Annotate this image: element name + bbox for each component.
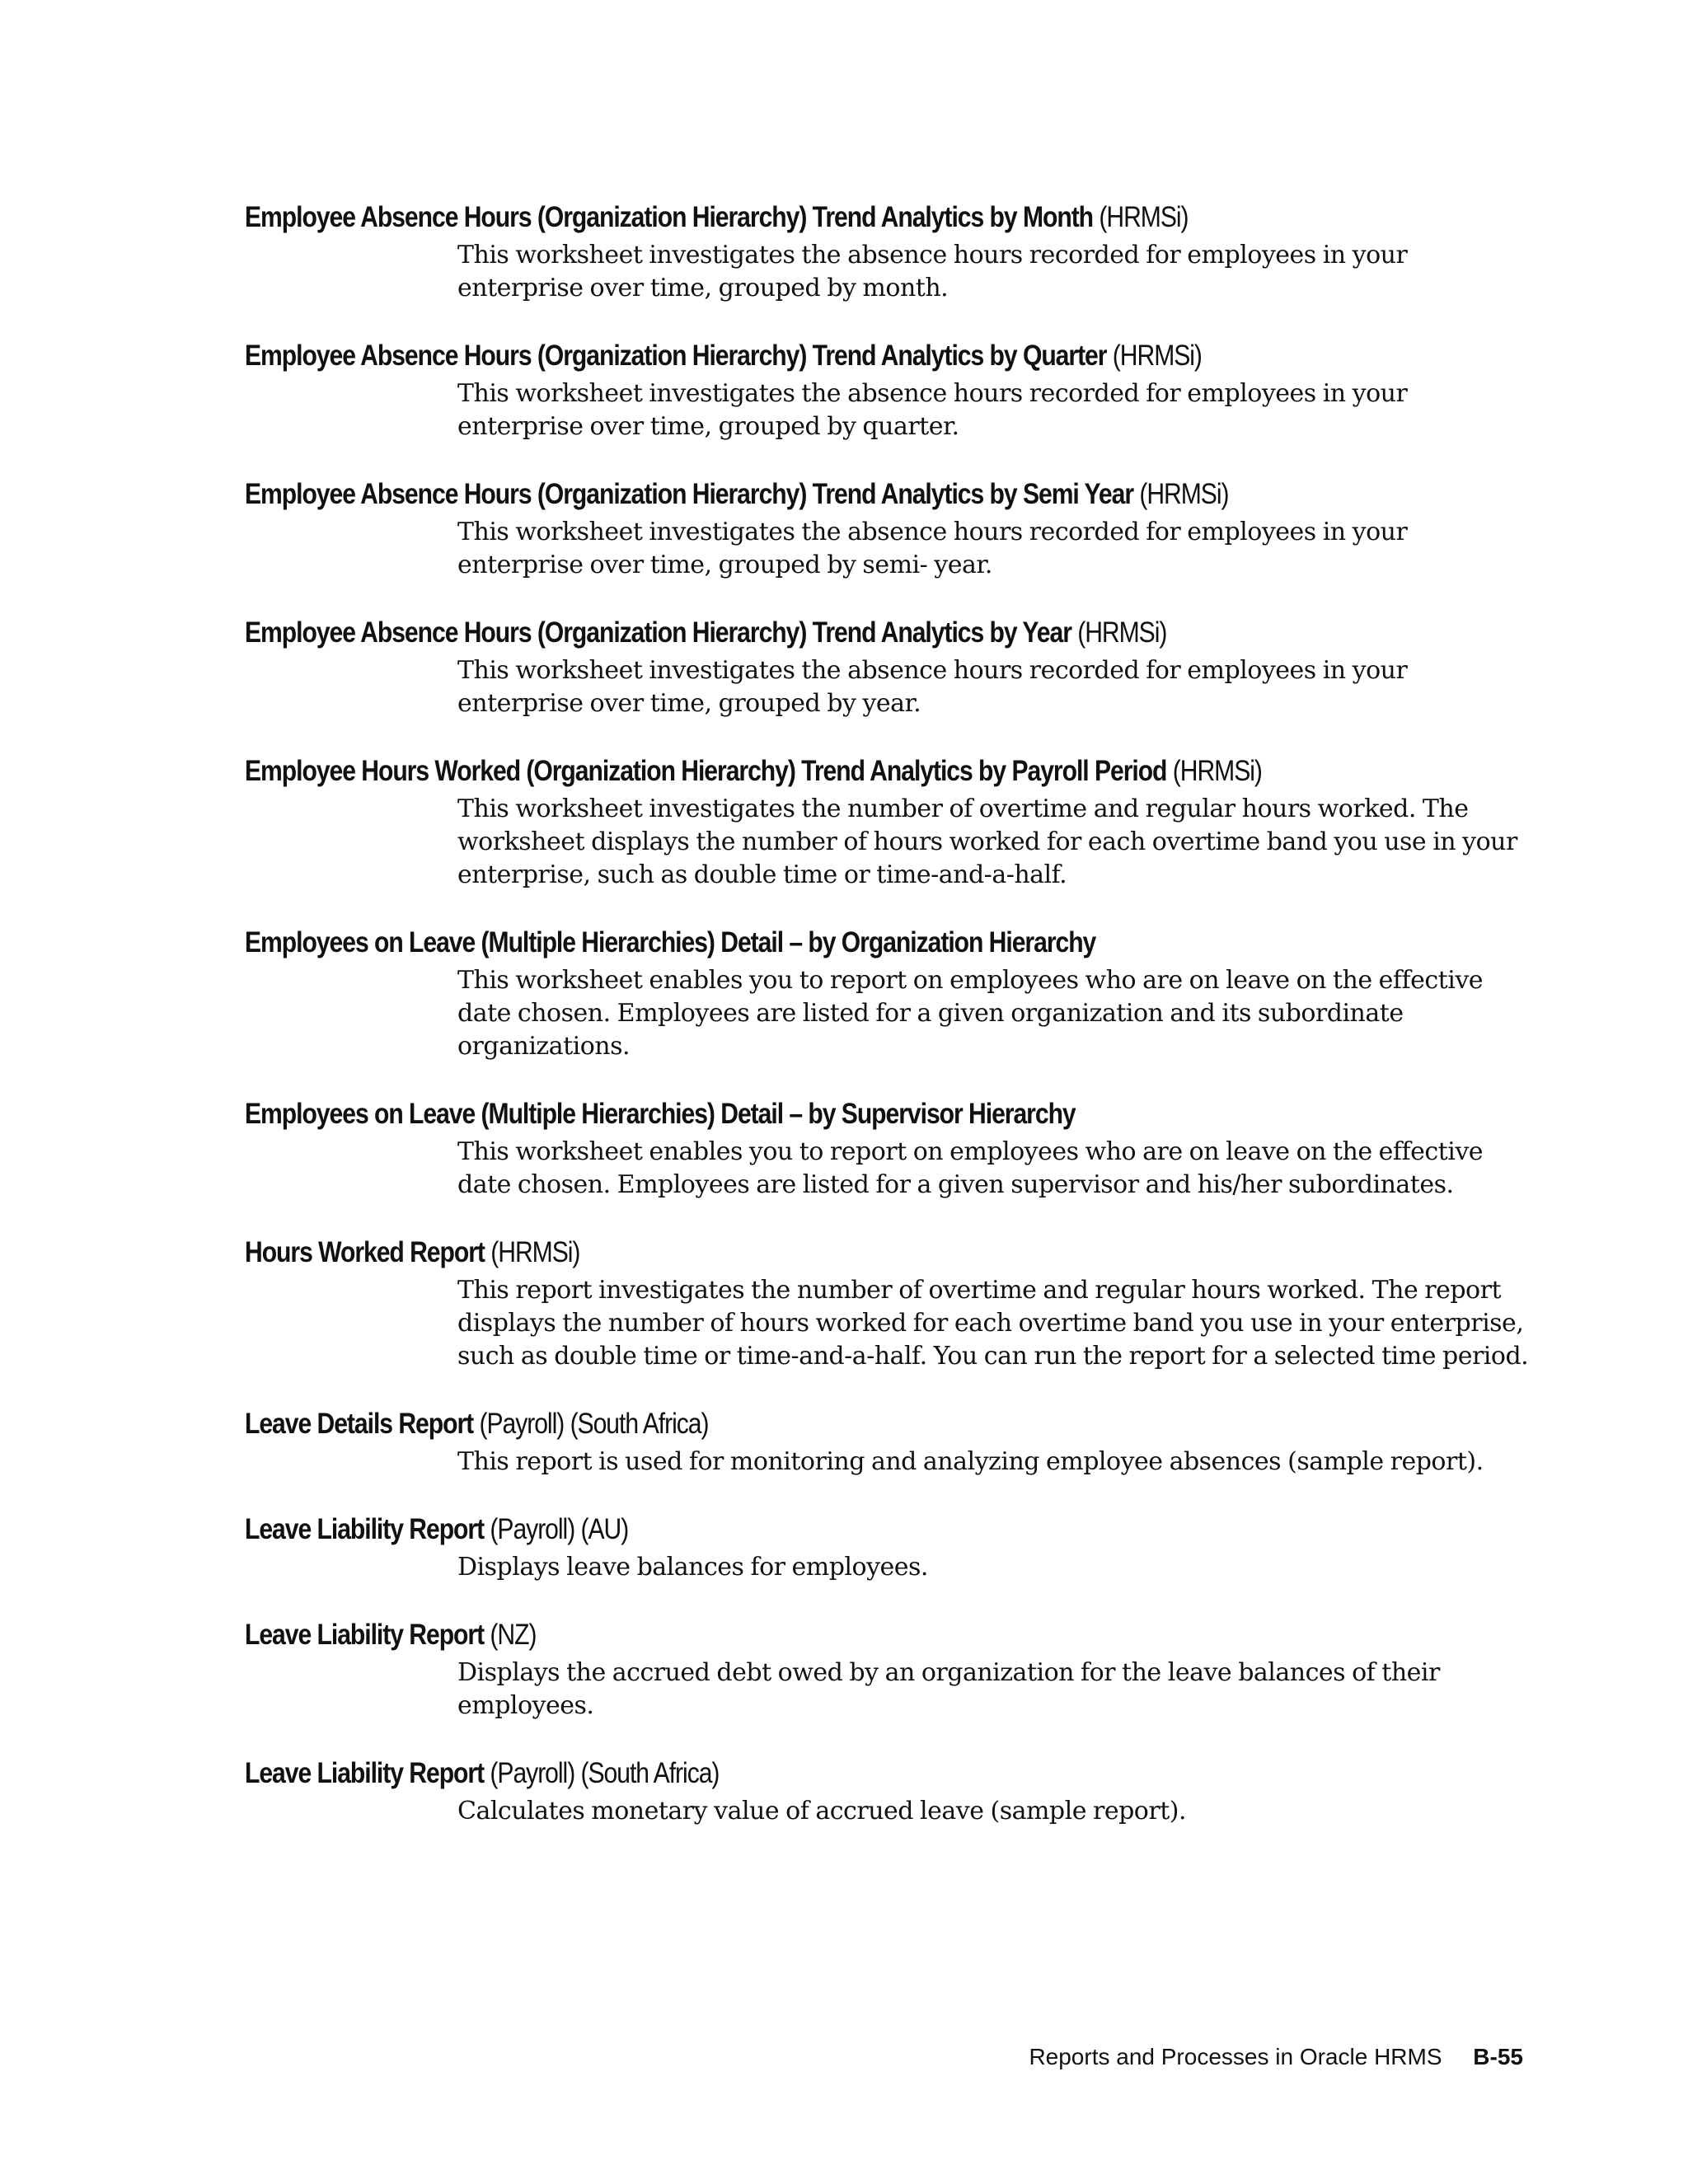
entry-title: Employee Absence Hours (Organization Hierarchy) Trend Analytics by Year: [245, 616, 1071, 649]
report-entry: [245, 615, 1531, 720]
entry-heading: [245, 476, 1351, 513]
entry-description: Calculates monetary value of accrued leave (sample report).: [457, 1797, 1187, 1825]
entry-title: Leave Liability Report: [245, 1513, 485, 1545]
entry-title: Employee Hours Worked (Organization Hierarchy) Trend Analytics by Payroll Period: [245, 755, 1167, 787]
entry-description: This worksheet investigates the absence hours recorded for employees in your enterprise over time, grouped by month.: [457, 241, 1408, 302]
report-entry: [245, 925, 1531, 1063]
report-entry: [245, 753, 1531, 892]
entry-suffix: (HRMSi): [1112, 340, 1202, 372]
entry-title: Leave Liability Report: [245, 1757, 485, 1789]
page-footer: [1029, 2042, 1523, 2072]
entry-suffix: (Payroll) (AU): [490, 1513, 629, 1545]
entry-suffix: (HRMSi): [1077, 616, 1167, 649]
entry-suffix: (NZ): [490, 1619, 537, 1651]
footer-doc-title: Reports and Processes in Oracle HRMS: [1029, 2044, 1442, 2069]
entry-description: This worksheet investigates the number of overtime and regular hours worked. The worksheet displays the number of hours worked for each overtime band you use in your enterprise, such as double time or time-and-a-half.: [457, 794, 1517, 889]
entry-title: Employee Absence Hours (Organization Hierarchy) Trend Analytics by Month: [245, 201, 1094, 233]
entry-suffix: (HRMSi): [1099, 201, 1189, 233]
entry-heading: [245, 1617, 1351, 1653]
report-entry: [245, 1406, 1531, 1479]
report-entry: [245, 199, 1531, 305]
entry-heading: [245, 1755, 1351, 1792]
entry-description: This worksheet investigates the absence hours recorded for employees in your enterprise over time, grouped by quarter.: [457, 379, 1408, 441]
entry-description: This worksheet investigates the absence hours recorded for employees in your enterprise over time, grouped by year.: [457, 656, 1408, 718]
entry-title: Hours Worked Report: [245, 1236, 485, 1268]
entry-description: Displays the accrued debt owed by an organization for the leave balances of their employees.: [457, 1658, 1440, 1720]
report-entry: [245, 1617, 1531, 1722]
entry-title: Employee Absence Hours (Organization Hierarchy) Trend Analytics by Semi Year: [245, 478, 1134, 510]
entry-description: This report investigates the number of overtime and regular hours worked. The report displays the number of hours worked for each overtime band you use in your enterprise, such as double time or time-and-a-half. You can run the report for a selected time period.: [457, 1276, 1529, 1371]
entry-heading: [245, 615, 1351, 651]
entry-title: Leave Liability Report: [245, 1619, 485, 1651]
entry-description: This worksheet enables you to report on employees who are on leave on the effective date chosen. Employees are listed for a given organization and its subordinate organizations.: [457, 966, 1484, 1061]
entry-description: This report is used for monitoring and analyzing employee absences (sample report).: [457, 1447, 1484, 1476]
entry-heading: [245, 1406, 1351, 1442]
report-entry: [245, 476, 1531, 582]
entry-description: This worksheet investigates the absence hours recorded for employees in your enterprise over time, grouped by semi- year.: [457, 518, 1408, 579]
entry-heading: [245, 1235, 1351, 1271]
entry-suffix: (HRMSi): [1172, 755, 1262, 787]
entry-suffix: (HRMSi): [1139, 478, 1229, 510]
report-entry: [245, 1096, 1531, 1202]
entry-description: This worksheet enables you to report on employees who are on leave on the effective date chosen. Employees are listed for a given supervisor and his/her subordinates.: [457, 1137, 1484, 1199]
footer-page-number: B-55: [1473, 2044, 1523, 2069]
entry-heading: [245, 1096, 1351, 1132]
entry-description: Displays leave balances for employees.: [457, 1553, 928, 1582]
entry-suffix: (Payroll) (South Africa): [479, 1408, 709, 1440]
entry-heading: [245, 338, 1351, 374]
entry-title: Employees on Leave (Multiple Hierarchies) Detail – by Organization Hierarchy: [245, 926, 1096, 958]
entry-title: Employee Absence Hours (Organization Hierarchy) Trend Analytics by Quarter: [245, 340, 1107, 372]
entry-suffix: (HRMSi): [490, 1236, 580, 1268]
entry-heading: [245, 753, 1351, 790]
entry-heading: [245, 1511, 1351, 1548]
report-entry: [245, 1235, 1531, 1373]
entry-title: Employees on Leave (Multiple Hierarchies) Detail – by Supervisor Hierarchy: [245, 1098, 1076, 1130]
entry-title: Leave Details Report: [245, 1408, 474, 1440]
report-entry: [245, 1755, 1531, 1828]
entry-heading: [245, 199, 1351, 236]
report-entry: [245, 1511, 1531, 1584]
page-content: [245, 199, 1531, 1861]
report-entry: [245, 338, 1531, 443]
entry-heading: [245, 925, 1351, 961]
entry-suffix: (Payroll) (South Africa): [490, 1757, 720, 1789]
